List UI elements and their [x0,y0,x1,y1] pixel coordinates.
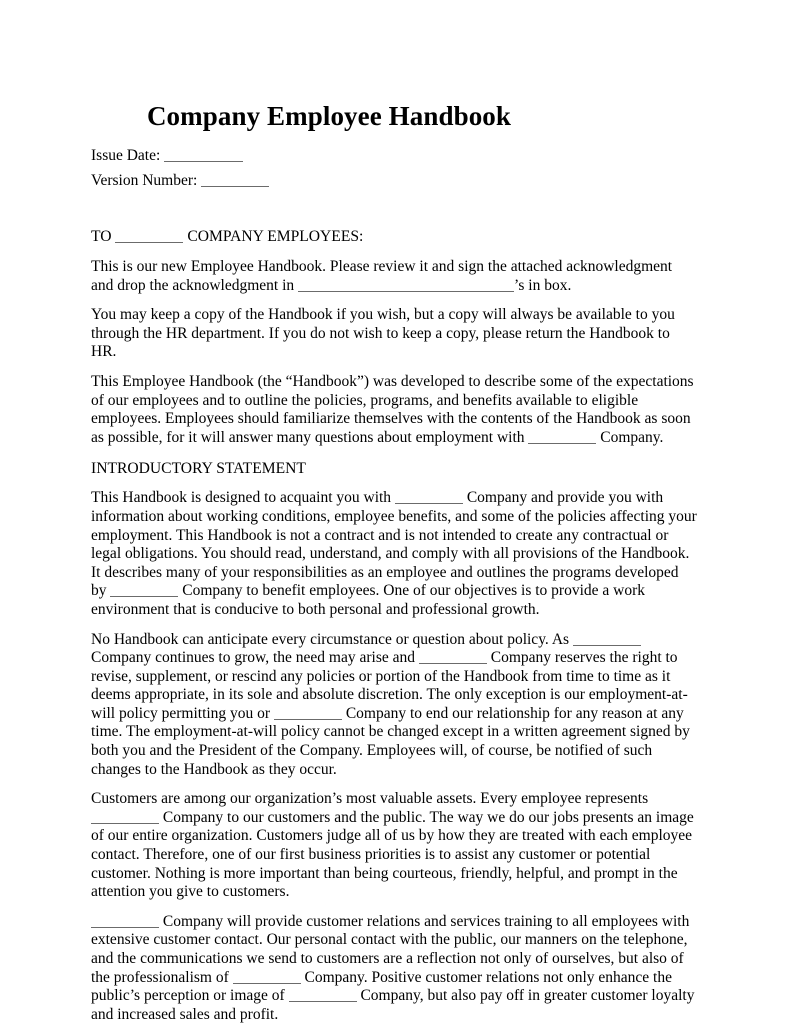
version-number-label: Version Number: [91,172,198,189]
company-name-blank[interactable] [91,810,159,824]
paragraph-text: Customers are among our organization’s most valuable assets. Every employee represents [91,790,649,808]
section-heading-introductory-statement: INTRODUCTORY STATEMENT [91,460,306,478]
paragraph-text: Company. Positive customer relations not only enhance the public’s perception or image of [91,968,672,1005]
paragraph-text: Company, but also pay off in greater customer loyalty and increased sales and profit. [91,987,695,1023]
paragraph-text: ’s in box. [514,276,572,294]
paragraph-designed-to-acquaint [91,489,697,619]
company-name-blank[interactable] [528,430,596,444]
paragraph-text: Company to end our relationship for any reason at any time. The employment-at-will policy cannot be changed except in a written agreement signed by both you and the President of the Company. Employees will, of course, be notified of such changes to the Handbook as they occur. [91,704,690,778]
company-name-blank[interactable] [573,632,641,646]
paragraph-customer-relations-training [91,913,697,1024]
issue-date-line [91,143,697,168]
paragraph-text: No Handbook can anticipate every circumstance or question about policy. As [91,630,570,648]
acknowledgment-recipient-blank[interactable] [298,278,514,292]
paragraph-text: Company continues to grow, the need may arise and [91,649,415,667]
paragraph-handbook-purpose [91,373,697,447]
paragraph-text: Company. [600,428,664,446]
paragraph-text: Company to our customers and the public. The way we do our jobs presents an image of our entire organization. Customers judge all of us by how they are treated with each employee contact. Therefore, one of our first business priorities is to assist any customer or potential customer. Nothing is more important than being courteous, friendly, helpful, and prompt in the attention you give to customers. [91,808,694,901]
company-name-blank[interactable] [395,490,463,504]
addressee-suffix: COMPANY EMPLOYEES: [187,228,364,245]
document-body [91,99,697,1024]
paragraph-text: Company to benefit employees. One of our objectives is to provide a work environment that is conducive to both personal and professional growth. [91,582,645,618]
paragraph-customers-assets [91,790,697,902]
paragraph-text: This is our new Employee Handbook. Please review it and sign the attached acknowledgment and drop the acknowledgment in [91,258,673,294]
company-name-blank[interactable] [289,988,357,1002]
paragraph-text: This Handbook is designed to acquaint you with [91,489,392,507]
paragraph-text: This Employee Handbook (the “Handbook”) was developed to describe some of the expectations of our employees and to outline the policies, programs, and benefits available to eligible employees. Employees should familiarize themselves with the contents of the Handbook as soon as possible, for it will answer many questions about employment with [91,372,694,446]
addressee-line [91,227,697,247]
issue-date-blank[interactable] [164,148,243,162]
paragraph-no-handbook-anticipate [91,631,697,780]
company-name-blank[interactable] [419,650,487,664]
paragraph-text: You may keep a copy of the Handbook if you wish, but a copy will always be available to you through the HR department. If you do not wish to keep a copy, please return the Handbook to HR. [91,306,675,361]
issue-date-label: Issue Date: [91,147,161,164]
company-name-blank[interactable] [233,970,301,984]
paragraph-text: Company reserves the right to revise, supplement, or rescind any policies or portion of the Handbook from time to time as it deems appropriate, in its sole and absolute discretion. The only exception is our employment-at-will policy permitting you or [91,649,688,722]
company-name-blank[interactable] [91,914,159,928]
version-number-line [91,168,697,193]
addressee-prefix: TO [91,228,112,245]
paragraph-keep-copy [91,306,697,362]
paragraph-text: Company and provide you with information about working conditions, employee benefits, and some of the policies affecting your employment. This Handbook is not a contract and is not intended to create any contractual or legal obligations. You should read, understand, and comply with all provisions of the Handbook. It describes many of your responsibilities as an employee and outlines the programs developed by [91,489,697,600]
company-name-blank[interactable] [274,706,342,720]
company-name-blank[interactable] [110,583,178,597]
paragraph-text: Company will provide customer relations and services training to all employees with extensive customer contact. Our personal contact with the public, our manners on the telephone, and the communications we send to customers are a reflection not only of ourselves, but also of the professionalism of [91,912,690,986]
page-title: Company Employee Handbook [146,101,512,131]
addressee-company-blank[interactable] [115,229,183,243]
version-number-blank[interactable] [201,173,269,187]
paragraph-acknowledgment [91,258,697,295]
